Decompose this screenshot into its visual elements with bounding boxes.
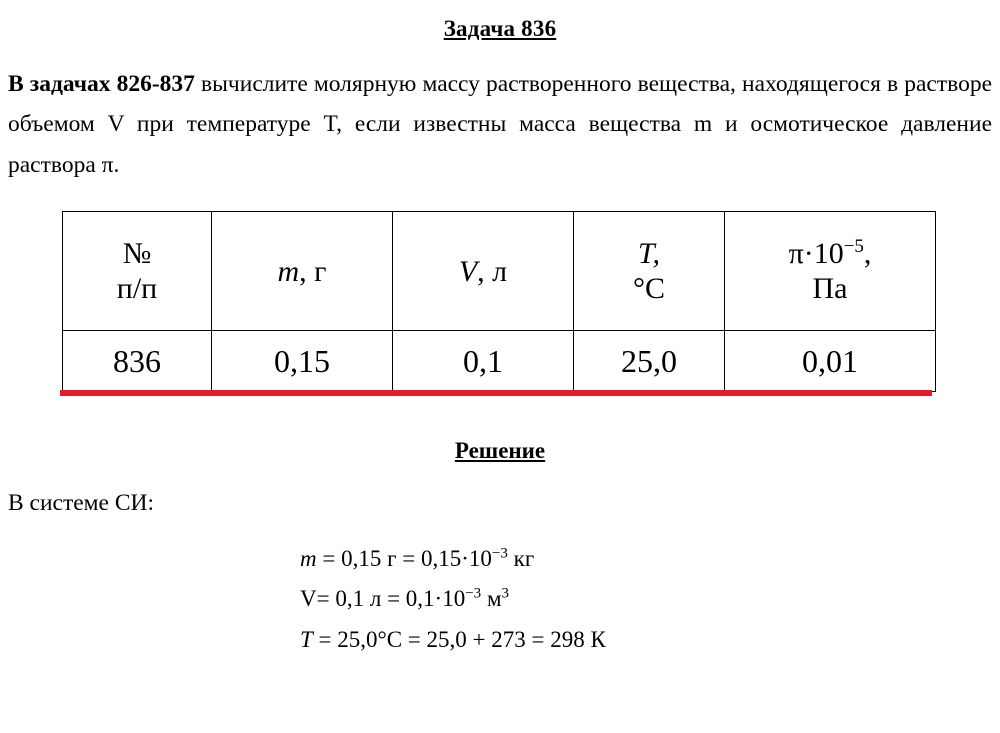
formula-volume-exponent: −3 <box>465 585 482 602</box>
header-cell-volume <box>393 212 574 331</box>
formula-mass-tail: кг <box>507 546 535 572</box>
formula-mass-symbol: m <box>300 546 317 572</box>
header-cell-pressure <box>725 212 936 331</box>
formula-temperature-body: = 25,0°С = 25,0 + 273 = 298 К <box>312 626 606 652</box>
header-volume-unit: , л <box>477 254 508 288</box>
cell-mass: 0,15 <box>212 331 393 392</box>
formula-volume-tail-exponent: 3 <box>501 585 509 602</box>
header-temperature-unit: °С <box>632 272 665 306</box>
cell-pressure: 0,01 <box>725 331 936 392</box>
cell-volume: 0,1 <box>393 331 574 392</box>
table-row <box>63 331 936 392</box>
header-cell-number <box>63 212 212 331</box>
solution-heading: Решение <box>454 438 546 464</box>
header-pressure-comma: , <box>863 236 872 270</box>
header-number-sub: п/п <box>116 272 158 306</box>
header-cell-temperature <box>574 212 725 331</box>
document-page <box>0 16 1000 733</box>
red-highlight-underline <box>60 390 932 396</box>
si-system-label: В системе СИ: <box>8 490 155 517</box>
formula-block <box>300 539 1000 660</box>
formula-line-volume <box>300 579 1000 619</box>
formula-mass-body: = 0,15 г = 0,15 <box>316 546 462 572</box>
problem-range-label: В задачах 826-837 <box>8 71 195 97</box>
header-volume-symbol: V <box>458 254 478 288</box>
page-title: Задача 836 <box>443 16 557 41</box>
header-number-symbol: № <box>122 236 152 270</box>
header-pressure-main: π·10 <box>788 236 844 270</box>
formula-temperature-symbol: T <box>300 626 313 652</box>
cell-temperature: 25,0 <box>574 331 725 392</box>
data-table-container <box>62 211 930 392</box>
header-pressure-symbol <box>725 236 935 271</box>
data-table <box>62 211 936 392</box>
formula-volume-body: = 0,1 л = 0,1 <box>316 586 435 612</box>
header-mass-unit: , г <box>299 254 327 288</box>
formula-mass-exponent: −3 <box>491 545 508 562</box>
formula-mass-mid: ·10 <box>461 546 492 572</box>
problem-body-text: вычислите молярную массу растворенного вещества, находящегося в растворе объемом V при температуре T, если известны масса вещества m и осмотическое давление раствора π. <box>8 71 992 178</box>
header-temperature-symbol: T, <box>638 236 660 270</box>
formula-volume-tail: м <box>481 586 502 612</box>
formula-line-mass <box>300 539 1000 579</box>
header-pressure-unit: Па <box>812 272 848 306</box>
formula-line-temperature <box>300 620 1000 660</box>
formula-volume-symbol: V <box>300 586 317 612</box>
formula-volume-mid: ·10 <box>434 586 466 612</box>
header-cell-mass <box>212 212 393 331</box>
problem-statement <box>8 64 992 185</box>
table-header-row <box>63 212 936 331</box>
header-mass-symbol: m <box>277 254 300 288</box>
cell-number: 836 <box>63 331 212 392</box>
header-pressure-exponent: −5 <box>843 235 864 257</box>
